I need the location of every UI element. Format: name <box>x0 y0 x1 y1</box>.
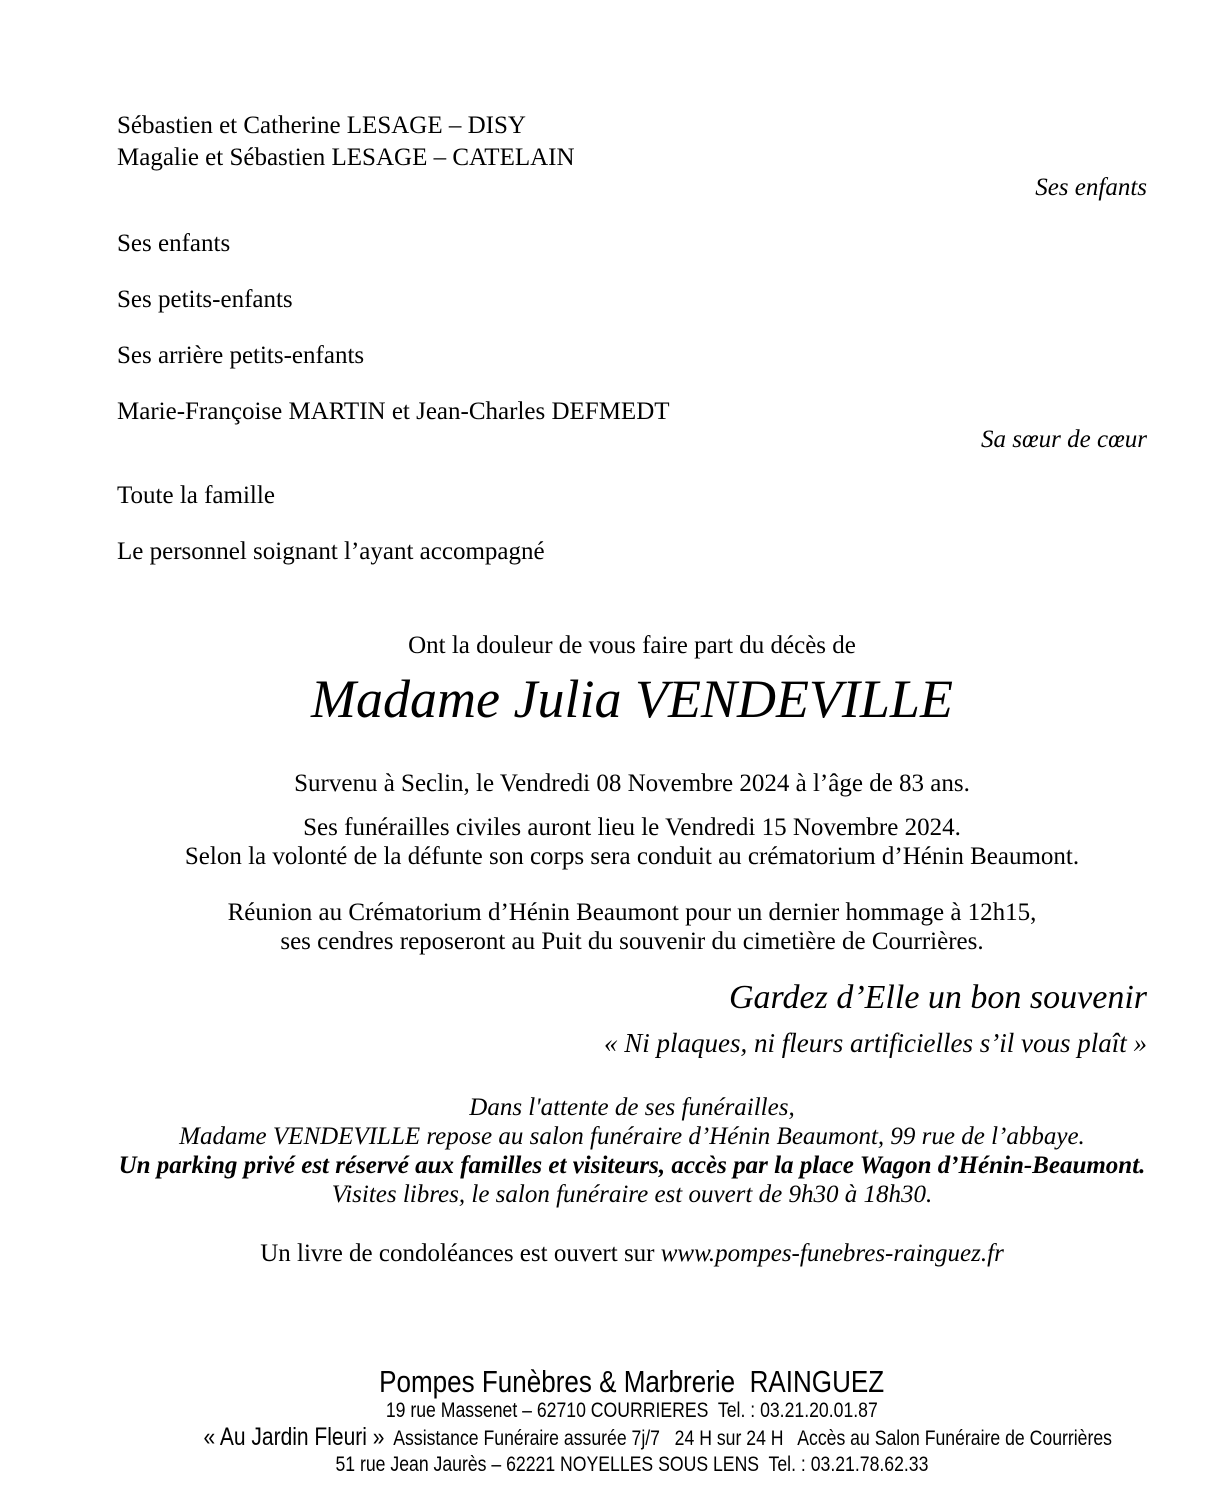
children-names-line-2: Magalie et Sébastien LESAGE – CATELAIN <box>117 144 575 171</box>
sister-names-line: Marie-Françoise MARTIN et Jean-Charles DEFMEDT <box>117 398 670 425</box>
visitation-line-1: Dans l'attente de ses funérailles, <box>469 1094 795 1121</box>
sister-relation-label: Sa sœur de cœur <box>981 426 1147 453</box>
gathering-line-1: Réunion au Crématorium d’Hénin Beaumont pour un dernier hommage à 12h15, <box>227 899 1037 926</box>
children-names-line-1: Sébastien et Catherine LESAGE – DISY <box>117 112 526 139</box>
gathering-line-2: ses cendres reposeront au Puit du souvenir du cimetière de Courrières. <box>280 928 984 955</box>
funeral-home-address-1: 19 rue Massenet – 62710 COURRIERES Tel. : 03.21.20.01.87 <box>386 1399 878 1422</box>
deceased-name: Madame Julia VENDEVILLE <box>311 669 953 729</box>
visitation-line-2: Madame VENDEVILLE repose au salon funéraire d’Hénin Beaumont, 99 rue de l’abbaye. <box>179 1123 1085 1150</box>
relative-line-grandchildren: Ses petits-enfants <box>117 286 293 313</box>
funeral-home-address-2: 51 rue Jean Jaurès – 62221 NOYELLES SOUS LENS Tel. : 03.21.78.62.33 <box>335 1453 929 1476</box>
funeral-line-2: Selon la volonté de la défunte son corps sera conduit au crématorium d’Hénin Beaumont. <box>184 843 1080 870</box>
funeral-home-services-line <box>117 1424 1147 1452</box>
condolences-url: www.pompes-funebres-rainguez.fr <box>660 1240 1004 1267</box>
no-flowers-line: « Ni plaques, ni fleurs artificielles s’il vous plaît » <box>604 1028 1147 1058</box>
visitation-parking-line: Un parking privé est réservé aux familles et visiteurs, accès par la place Wagon d’Hénin-Beaumont. <box>118 1152 1146 1179</box>
page-content <box>117 0 1147 1509</box>
caregivers-line: Le personnel soignant l’ayant accompagné <box>117 538 545 565</box>
condolences-line <box>117 1238 1147 1270</box>
announcement-intro: Ont la douleur de vous faire part du décès de <box>408 632 856 659</box>
funeral-line-1: Ses funérailles civiles auront lieu le Vendredi 15 Novembre 2024. <box>303 814 961 841</box>
children-relation-label: Ses enfants <box>1035 174 1147 201</box>
death-info-line: Survenu à Seclin, le Vendredi 08 Novembre 2024 à l’âge de 83 ans. <box>294 770 970 797</box>
relative-line-great-grandchildren: Ses arrière petits-enfants <box>117 342 365 369</box>
relative-line-children: Ses enfants <box>117 230 231 257</box>
visitation-line-4: Visites libres, le salon funéraire est ouvert de 9h30 à 18h30. <box>331 1181 933 1208</box>
condolences-text: Un livre de condoléances est ouvert sur <box>260 1240 661 1267</box>
whole-family-line: Toute la famille <box>117 482 275 509</box>
funeral-home-name: Pompes Funèbres & Marbrerie RAINGUEZ <box>379 1364 885 1399</box>
funeral-home-brand: « Au Jardin Fleuri » <box>203 1423 385 1451</box>
keepsake-line: Gardez d’Elle un bon souvenir <box>728 979 1147 1016</box>
funeral-home-services: Assistance Funéraire assurée 7j/7 24 H sur 24 H Accès au Salon Funéraire de Courrières <box>384 1427 1112 1450</box>
